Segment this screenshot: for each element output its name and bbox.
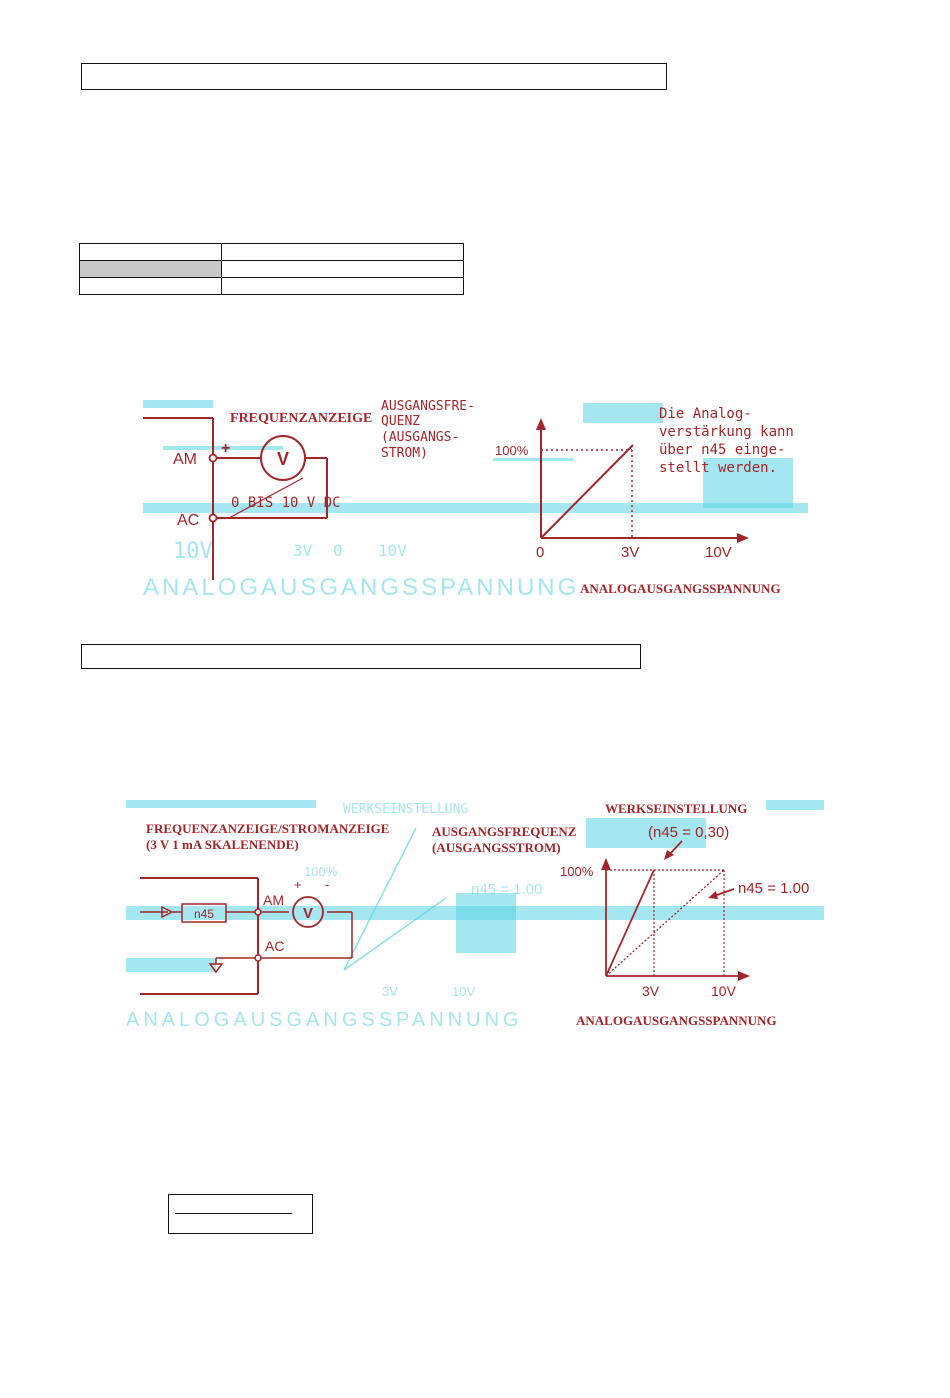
x-tick-label: 3V <box>621 544 640 561</box>
footnote-box <box>168 1194 313 1234</box>
voltmeter-label: V <box>302 905 314 922</box>
left-title: FREQUENZANZEIGE <box>230 411 373 426</box>
left-subtitle: (3 V 1 mA SKALENENDE) <box>146 837 299 852</box>
note-line: Die Analog- <box>659 406 752 422</box>
section-heading-box-2 <box>81 644 641 669</box>
am-terminal <box>255 909 261 915</box>
ghost-annotation: n45 = 1.00 <box>471 881 543 898</box>
note-line: über n45 einge- <box>659 442 786 458</box>
x-tick-label: 10V <box>705 544 732 561</box>
y-title-line: (AUSGANGS- <box>381 430 460 445</box>
y-title-line: QUENZ <box>381 414 421 429</box>
am-terminal <box>210 455 217 462</box>
x-axis-arrow-icon <box>737 533 749 543</box>
note-line: verstärkung kann <box>659 424 794 440</box>
parameter-table <box>79 243 464 295</box>
y-title-line: AUSGANGSFREQUENZ <box>432 824 577 839</box>
x-axis-title: ANALOGAUSGANGSSPANNUNG <box>580 581 781 596</box>
ac-label: AC <box>177 512 200 529</box>
y-title-line: (AUSGANGSSTROM) <box>432 840 561 855</box>
factory-setting-line <box>606 870 654 976</box>
table-cell <box>222 261 464 278</box>
note-line: stellt werden. <box>659 460 778 476</box>
range-label: 0 BIS 10 V DC <box>231 495 341 511</box>
figure-frequency-current-display <box>126 798 824 1030</box>
y-title-line: STROM) <box>381 446 428 461</box>
ghost-tick: 3V <box>382 984 398 999</box>
x-axis-title: ANALOGAUSGANGSSPANNUNG <box>576 1013 777 1028</box>
y-tick-label: 100% <box>495 443 529 458</box>
x-tick-label: 0 <box>536 544 545 561</box>
ghost-tick: 10V <box>452 984 476 999</box>
ac-label: AC <box>265 938 285 954</box>
table-row <box>80 261 464 278</box>
max-gain-line <box>606 870 724 976</box>
ghost-heading: WERKSEINSTELLUNG <box>343 802 469 817</box>
n45-block-label: n45 <box>193 907 215 921</box>
ghost-tick: 10V <box>378 541 407 560</box>
ac-terminal <box>255 955 261 961</box>
ghost-axis-title: ANALOGAUSGANGSSPANNUNG <box>126 1009 523 1030</box>
annotation-arrow-icon <box>708 891 718 899</box>
ghost-tick: 3V <box>293 541 313 560</box>
table-cell <box>80 278 222 295</box>
factory-setting-heading: WERKSEINSTELLUNG <box>605 801 748 816</box>
table-cell <box>80 244 222 261</box>
table-cell <box>222 244 464 261</box>
y-axis-arrow-icon <box>536 418 546 430</box>
x-tick-label: 10V <box>711 983 736 999</box>
figure-frequency-display <box>143 398 808 603</box>
ghost-tick: 0 <box>333 541 343 560</box>
plus-sign: + <box>221 440 231 457</box>
y-title-line: AUSGANGSFRE- <box>381 399 475 414</box>
plus-sign: + <box>294 877 302 892</box>
ghost-tick: 100% <box>304 864 338 879</box>
x-tick-label: 3V <box>642 983 660 999</box>
x-axis-arrow-icon <box>738 971 750 981</box>
chart-gain-setting <box>560 824 809 1028</box>
am-label: AM <box>263 892 284 908</box>
am-label: AM <box>173 451 197 468</box>
voltmeter-label: V <box>276 449 290 469</box>
max-gain-annotation: n45 = 1.00 <box>738 880 810 897</box>
ghost-axis-title: ANALOGAUSGANGSSPANNUNG <box>143 574 580 601</box>
y-axis-arrow-icon <box>601 858 611 870</box>
ghost-tick: 10V <box>173 539 213 564</box>
table-cell <box>222 278 464 295</box>
factory-annotation: (n45 = 0,30) <box>648 824 730 841</box>
y-tick-label: 100% <box>560 864 594 879</box>
table-row <box>80 278 464 295</box>
circuit-diagram <box>140 877 352 994</box>
minus-sign: - <box>325 877 330 892</box>
table-row <box>80 244 464 261</box>
footnote-rule <box>175 1213 292 1214</box>
left-title: FREQUENZANZEIGE/STROMANZEIGE <box>146 821 390 836</box>
ac-terminal <box>210 515 217 522</box>
table-cell-shaded <box>80 261 222 278</box>
section-heading-box-1 <box>81 63 667 90</box>
